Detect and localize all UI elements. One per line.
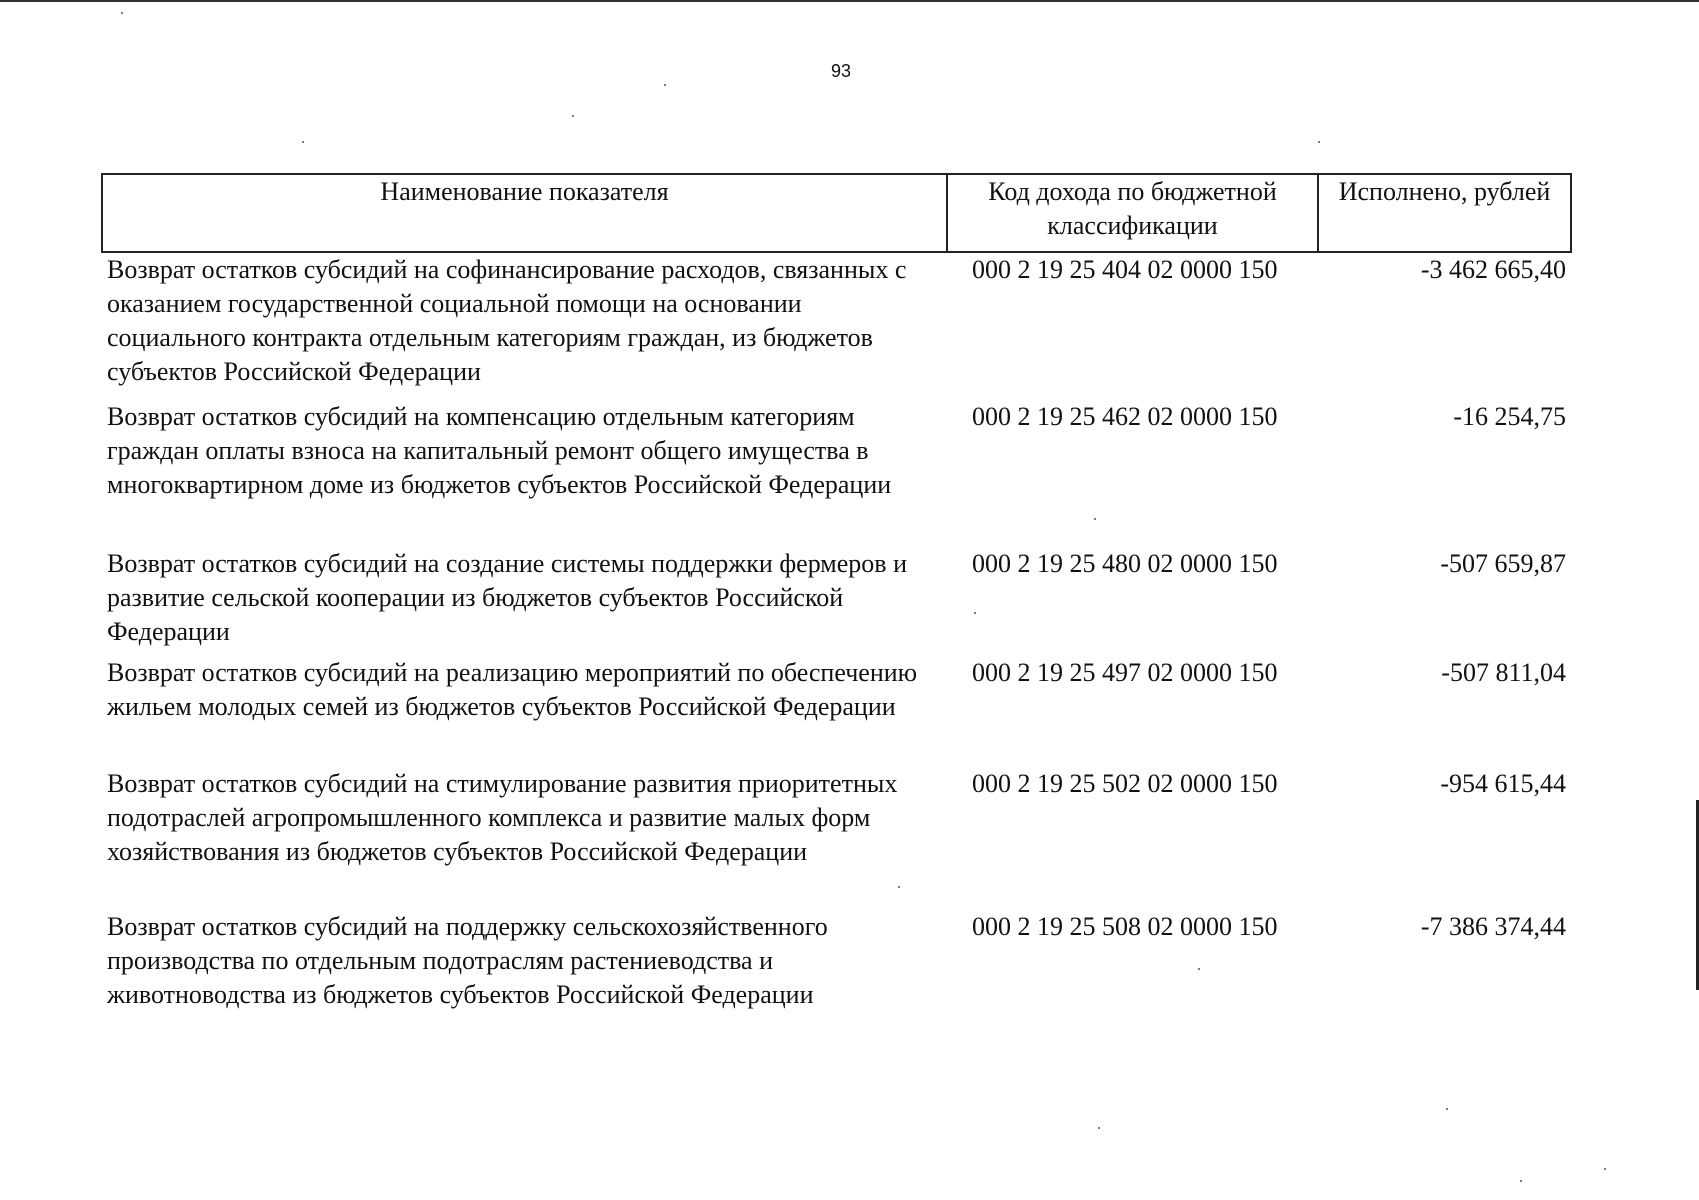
table-row <box>102 547 1571 656</box>
header-executed-amount: Исполнено, рублей <box>1318 174 1571 252</box>
indicator-name-cell: Возврат остатков субсидий на реализацию мероприятий по обеспечению жильем молодых семей из бюджетов субъектов Российской Федерации <box>107 658 918 721</box>
executed-amount-cell: -16 254,75 <box>1453 402 1566 431</box>
budget-revenue-table <box>101 173 1572 1020</box>
indicator-name-cell: Возврат остатков субсидий на поддержку сельскохозяйственного производства по отдельным подотраслям растениеводства и животноводства из бюджетов субъектов Российской Федерации <box>107 912 828 1009</box>
scan-speck <box>302 141 304 143</box>
revenue-code-cell: 000 2 19 25 462 02 0000 150 <box>972 402 1278 431</box>
executed-amount-cell: -7 386 374,44 <box>1420 912 1566 941</box>
executed-amount-cell: -507 811,04 <box>1441 658 1566 687</box>
scan-speck <box>974 612 976 614</box>
scan-speck <box>1198 968 1200 970</box>
table-row <box>102 400 1571 547</box>
revenue-code-cell: 000 2 19 25 497 02 0000 150 <box>972 658 1278 687</box>
page-number: 93 <box>830 61 852 81</box>
scan-speck <box>1094 518 1096 520</box>
executed-amount-cell: -507 659,87 <box>1440 549 1566 578</box>
scan-speck <box>898 886 900 888</box>
scan-speck <box>1318 141 1320 143</box>
executed-amount-cell: -954 615,44 <box>1440 769 1566 798</box>
indicator-name-cell: Возврат остатков субсидий на софинансирование расходов, связанных с оказанием государственной социальной помощи на основании социального контракта отдельным категориям граждан, из бюджетов субъектов Российской Федерации <box>107 255 907 386</box>
header-revenue-code: Код дохода по бюджетной классификации <box>947 174 1318 252</box>
header-indicator-name: Наименование показателя <box>102 174 947 252</box>
table-header-row <box>102 174 1571 252</box>
scan-speck <box>1604 1168 1606 1170</box>
scan-speck <box>1098 1127 1100 1129</box>
indicator-name-cell: Возврат остатков субсидий на компенсацию отдельным категориям граждан оплаты взноса на капитальный ремонт общего имущества в многоквартирном доме из бюджетов субъектов Российской Федерации <box>107 402 892 499</box>
executed-amount-cell: -3 462 665,40 <box>1420 255 1566 284</box>
table-row <box>102 656 1571 767</box>
indicator-name-cell: Возврат остатков субсидий на создание системы поддержки фермеров и развитие сельской кооперации из бюджетов субъектов Российской Федерации <box>107 549 907 646</box>
scan-speck <box>1446 1108 1448 1110</box>
revenue-code-cell: 000 2 19 25 404 02 0000 150 <box>972 255 1278 284</box>
revenue-code-cell: 000 2 19 25 502 02 0000 150 <box>972 769 1278 798</box>
scan-speck <box>664 84 666 86</box>
table-row <box>102 910 1571 1020</box>
table-row <box>102 767 1571 910</box>
page-top-edge <box>0 0 1699 2</box>
scan-speck <box>572 115 574 117</box>
table-row <box>102 252 1571 400</box>
scan-speck <box>1520 1180 1522 1182</box>
revenue-code-cell: 000 2 19 25 480 02 0000 150 <box>972 549 1278 578</box>
revenue-code-cell: 000 2 19 25 508 02 0000 150 <box>972 912 1278 941</box>
scan-speck <box>121 12 123 14</box>
indicator-name-cell: Возврат остатков субсидий на стимулирование развития приоритетных подотраслей агропромышленного комплекса и развитие малых форм хозяйствования из бюджетов субъектов Российской Федерации <box>107 769 898 866</box>
